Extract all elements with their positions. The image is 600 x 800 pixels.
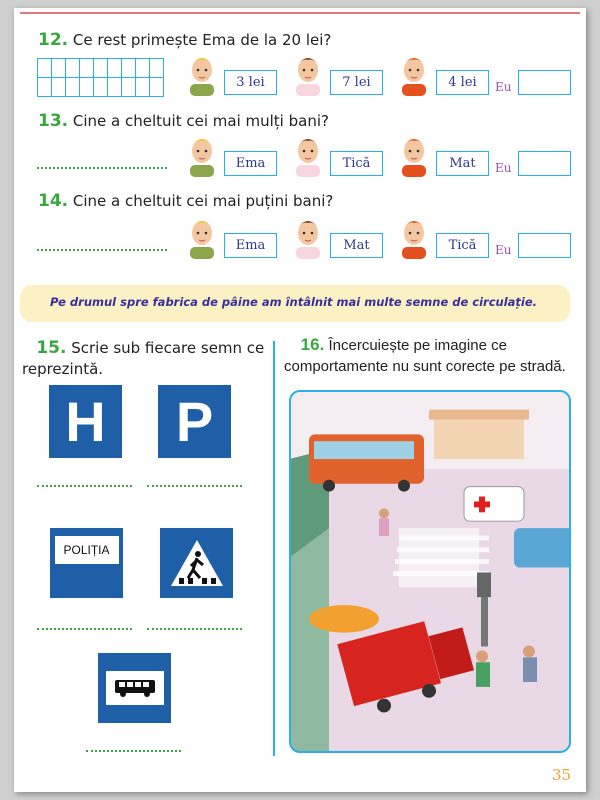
my-answer-box[interactable] xyxy=(518,151,571,176)
eu-label: Eu xyxy=(495,243,512,257)
answer-line[interactable] xyxy=(37,249,167,251)
police-sign xyxy=(50,528,123,598)
bus-icon xyxy=(113,678,157,698)
value-box: 3 lei xyxy=(224,70,277,95)
bus-stop-sign xyxy=(98,653,171,723)
answer-grid[interactable] xyxy=(37,58,164,97)
eu-label: Eu xyxy=(495,161,512,175)
value-box: 4 lei xyxy=(436,70,489,95)
boy-blond-face xyxy=(184,52,220,96)
page-number: 35 xyxy=(552,766,572,784)
sign-letter: P xyxy=(175,390,214,453)
pedestrian-crossing-sign xyxy=(160,528,233,598)
my-answer-box[interactable] xyxy=(518,70,571,95)
value-box: Ema xyxy=(224,233,277,258)
boy-blond-face xyxy=(184,133,220,177)
question-text: Scrie sub fiecare semn ce reprezintă. xyxy=(22,339,265,378)
street-scene-illustration[interactable] xyxy=(289,390,571,753)
boy-blond-face xyxy=(184,215,220,259)
eu-label: Eu xyxy=(495,80,512,94)
question-15 xyxy=(22,338,272,380)
question-text: Ce rest primește Ema de la 20 lei? xyxy=(72,31,332,49)
value-box: Mat xyxy=(436,151,489,176)
boy-red-face xyxy=(396,215,432,259)
boy-red-face xyxy=(396,52,432,96)
my-answer-box[interactable] xyxy=(518,233,571,258)
question-number: 16. xyxy=(300,335,325,354)
value-box: Tică xyxy=(436,233,489,258)
parking-sign xyxy=(158,385,231,458)
question-12 xyxy=(38,30,331,50)
question-number: 15. xyxy=(36,338,67,358)
pedestrian-icon xyxy=(169,538,225,588)
sign-letter: H xyxy=(65,390,106,453)
hospital-sign xyxy=(49,385,122,458)
top-divider xyxy=(20,12,580,14)
girl-brown-face xyxy=(290,215,326,259)
answer-line[interactable] xyxy=(37,485,132,487)
question-16 xyxy=(284,334,574,377)
answer-line[interactable] xyxy=(147,485,242,487)
info-banner: Pe drumul spre fabrica de pâine am întâlnit mai multe semne de circulație. xyxy=(20,285,570,322)
question-text: Cine a cheltuit cei mai puțini bani? xyxy=(72,192,334,210)
value-box: Tică xyxy=(330,151,383,176)
answer-line[interactable] xyxy=(37,167,167,169)
column-divider xyxy=(273,341,275,756)
question-13 xyxy=(38,111,329,131)
workbook-page xyxy=(14,8,586,792)
question-number: 12. xyxy=(38,30,69,50)
answer-line[interactable] xyxy=(86,750,181,752)
question-number: 14. xyxy=(38,191,69,211)
answer-line[interactable] xyxy=(37,628,132,630)
question-text: Încercuiește pe imagine ce comportamente nu sunt corecte pe stradă. xyxy=(284,337,566,375)
question-text: Cine a cheltuit cei mai mulți bani? xyxy=(72,112,329,130)
value-box: Mat xyxy=(330,233,383,258)
question-number: 13. xyxy=(38,111,69,131)
boy-red-face xyxy=(396,133,432,177)
girl-brown-face xyxy=(290,133,326,177)
value-box: 7 lei xyxy=(330,70,383,95)
sign-text: POLIȚIA xyxy=(55,536,119,564)
question-14 xyxy=(38,191,333,211)
answer-line[interactable] xyxy=(147,628,242,630)
value-box: Ema xyxy=(224,151,277,176)
girl-brown-face xyxy=(290,52,326,96)
